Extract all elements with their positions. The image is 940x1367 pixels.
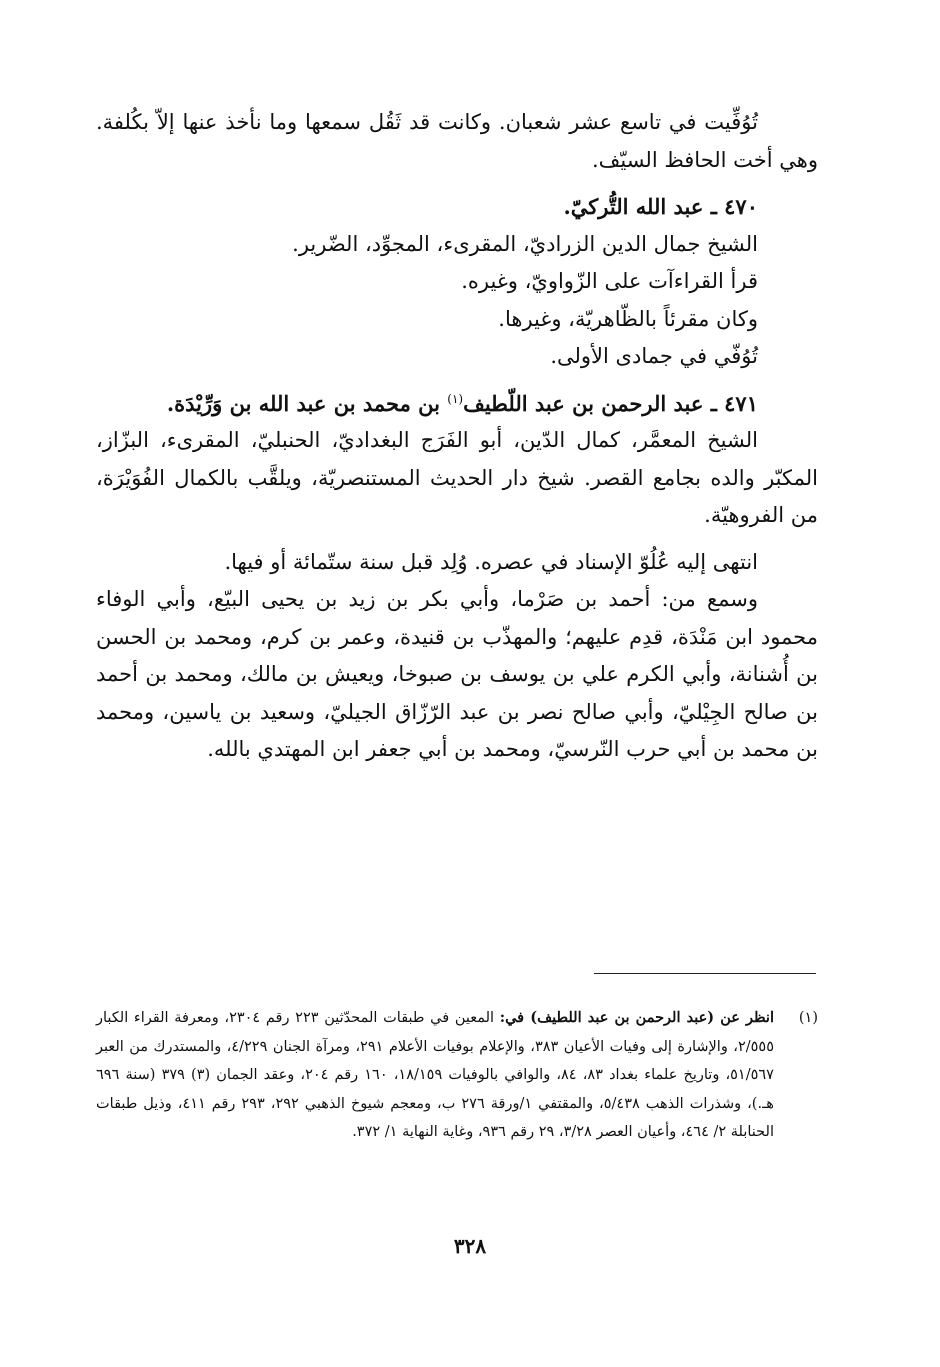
page-number: ٣٢٨ <box>453 1234 487 1258</box>
entry-471-paragraph-1: الشيخ المعمَّر، كمال الدّين، أبو الفَرَج البغداديّ، الحنبليّ، المقرىء، البزّاز، المكبّر والده بجامع القصر. شيخ دار الحديث المستنصريّة، ويلقَّب بالكمال الفُوَيْرَة، من الفروهيّة. <box>96 428 818 527</box>
footnote-lead: انظر عن (عبد الرحمن بن عبد اللطيف) في: <box>499 1009 774 1026</box>
footnote-text <box>96 1004 774 1147</box>
footnote-separator <box>594 973 816 974</box>
entry-470-line-4: تُوُفّي في جمادى الأولى. <box>550 344 758 368</box>
footnote-sources: المعين في طبقات المحدّثين ٢٢٣ رقم ٢٣٠٤، ومعرفة القراء الكبار ٢/٥٥٥، والإشارة إلى وفيات الأعيان ٣٨٣، والإعلام بوفيات الأعلام ٢٩١، ومرآة الجنان ٤/٢٢٩، والمستدرك من العبر ٥١/٥٦٧، وتاريخ علماء بغداد ٨٣، ٨٤، والوافي بالوفيات ١٨/١٥٩، ١٦٠ رقم ٢٠٤، وعقد الجمان (٣) ٣٧٩ (سنة ٦٩٦ هـ.)، وشذرات الذهب ٥/٤٣٨، والمقتفي ١/ورقة ٢٧٦ ب، ومعجم شيوخ الذهبي ٢٩٢، ٢٩٣ رقم ٤١١، وذيل طبقات الحنابلة ٢/ ٤٦٤، وأعيان العصر ٣/٢٨، ٢٩ رقم ٩٣٦، وغاية النهاية ١/ ٣٧٢. <box>96 1010 775 1140</box>
main-text <box>96 104 818 769</box>
entry-471-paragraph-3: وسمع من: أحمد بن صَرْما، وأبي بكر بن زيد بن يحيى البيّع، وأبي الوفاء محمود ابن مَنْدَة، قدِم عليهم؛ والمهذّب بن قنيدة، وعمر بن كرم، ومحمد بن الحسن بن أُشنانة، وأبي الكرم علي بن يوسف بن صبوخا، ويعيش بن مالك، ومحمد بن أحمد بن صالح الجِيْليّ، وأبي صالح نصر بن عبد الرّزّاق الجيليّ، وسعيد بن ياسين، ومحمد بن محمد بن أبي حرب النّرسيّ، ومحمد بن أبي جعفر ابن المهتدي بالله. <box>96 587 818 761</box>
footnote-marker: (١) <box>798 1010 818 1026</box>
footnote-reference: (١) <box>447 391 464 406</box>
entry-471-paragraph-2: انتهى إليه عُلُوّ الإسناد في عصره. وُلِد قبل سنة ستّمائة أو فيها. <box>224 549 758 574</box>
entry-471-heading <box>96 385 818 423</box>
entry-470-line-1: الشيخ جمال الدين الزراديّ، المقرىء، المجوِّد، الضّرير. <box>292 231 758 256</box>
footnote <box>96 1004 818 1147</box>
entry-471-heading-name: ٤٧١ ـ عبد الرحمن بن عبد اللّطيف <box>463 390 758 416</box>
continuation-paragraph: تُوُفِّيت في تاسع عشر شعبان. وكانت قد ثَقُل سمعها وما نأخذ عنها إلاّ بكُلفة. وهي أخت الحافظ السيّف. <box>96 110 818 172</box>
entry-470-heading: ٤٧٠ ـ عبد الله التُّركيّ. <box>563 194 758 219</box>
entry-470-line-2: قرأ القراءآت على الزّواويّ، وغيره. <box>461 269 758 293</box>
entry-471-heading-lineage: بن محمد بن عبد الله بن وَرِّيْدَة. <box>166 390 448 416</box>
entry-470-line-3: وكان مقرئاً بالظّاهريّة، وغيرها. <box>498 306 758 331</box>
